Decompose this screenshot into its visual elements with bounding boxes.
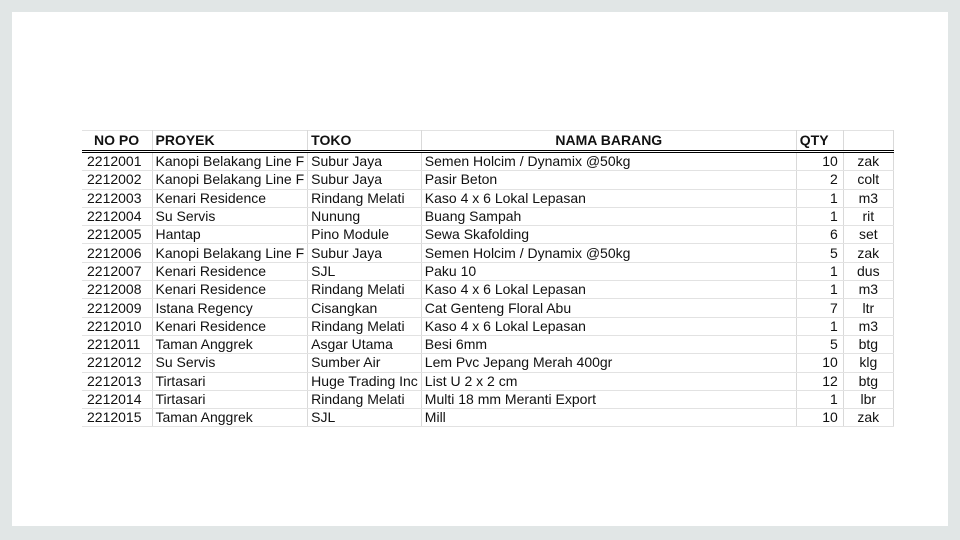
cell-unit: klg bbox=[843, 354, 893, 372]
cell-unit: colt bbox=[843, 171, 893, 189]
cell-unit: set bbox=[843, 226, 893, 244]
cell-nama-barang: Sewa Skafolding bbox=[421, 226, 796, 244]
cell-toko: Rindang Melati bbox=[308, 281, 422, 299]
cell-nama-barang: Pasir Beton bbox=[421, 171, 796, 189]
table-row bbox=[82, 262, 893, 280]
cell-toko: SJL bbox=[308, 262, 422, 280]
table-row bbox=[82, 244, 893, 262]
cell-proyek: Hantap bbox=[152, 226, 308, 244]
cell-no-po: 2212002 bbox=[82, 171, 152, 189]
cell-no-po: 2212013 bbox=[82, 372, 152, 390]
cell-no-po: 2212012 bbox=[82, 354, 152, 372]
cell-proyek: Tirtasari bbox=[152, 390, 308, 408]
cell-proyek: Tirtasari bbox=[152, 372, 308, 390]
cell-unit: lbr bbox=[843, 390, 893, 408]
cell-no-po: 2212004 bbox=[82, 207, 152, 225]
table-row bbox=[82, 189, 893, 207]
cell-no-po: 2212007 bbox=[82, 262, 152, 280]
cell-toko: Pino Module bbox=[308, 226, 422, 244]
cell-toko: Subur Jaya bbox=[308, 171, 422, 189]
table-row bbox=[82, 372, 893, 390]
cell-no-po: 2212001 bbox=[82, 152, 152, 171]
cell-proyek: Kanopi Belakang Line F bbox=[152, 152, 308, 171]
cell-no-po: 2212009 bbox=[82, 299, 152, 317]
cell-nama-barang: Kaso 4 x 6 Lokal Lepasan bbox=[421, 189, 796, 207]
cell-proyek: Su Servis bbox=[152, 207, 308, 225]
cell-nama-barang: Cat Genteng Floral Abu bbox=[421, 299, 796, 317]
cell-nama-barang: List U 2 x 2 cm bbox=[421, 372, 796, 390]
cell-proyek: Kenari Residence bbox=[152, 189, 308, 207]
cell-no-po: 2212008 bbox=[82, 281, 152, 299]
cell-no-po: 2212003 bbox=[82, 189, 152, 207]
cell-proyek: Kenari Residence bbox=[152, 317, 308, 335]
cell-proyek: Kanopi Belakang Line F bbox=[152, 171, 308, 189]
cell-unit: m3 bbox=[843, 189, 893, 207]
cell-toko: Asgar Utama bbox=[308, 335, 422, 353]
cell-qty: 1 bbox=[796, 262, 843, 280]
cell-nama-barang: Paku 10 bbox=[421, 262, 796, 280]
cell-unit: ltr bbox=[843, 299, 893, 317]
cell-toko: Nunung bbox=[308, 207, 422, 225]
cell-qty: 1 bbox=[796, 189, 843, 207]
table-row bbox=[82, 207, 893, 225]
table-row bbox=[82, 226, 893, 244]
table-row bbox=[82, 354, 893, 372]
cell-proyek: Su Servis bbox=[152, 354, 308, 372]
cell-nama-barang: Kaso 4 x 6 Lokal Lepasan bbox=[421, 281, 796, 299]
cell-nama-barang: Besi 6mm bbox=[421, 335, 796, 353]
cell-qty: 1 bbox=[796, 390, 843, 408]
cell-no-po: 2212010 bbox=[82, 317, 152, 335]
cell-toko: Rindang Melati bbox=[308, 390, 422, 408]
cell-toko: Subur Jaya bbox=[308, 244, 422, 262]
header-unit bbox=[843, 131, 893, 152]
cell-nama-barang: Kaso 4 x 6 Lokal Lepasan bbox=[421, 317, 796, 335]
table-body bbox=[82, 152, 893, 427]
cell-unit: btg bbox=[843, 372, 893, 390]
cell-qty: 2 bbox=[796, 171, 843, 189]
table-row bbox=[82, 390, 893, 408]
cell-unit: zak bbox=[843, 152, 893, 171]
cell-nama-barang: Multi 18 mm Meranti Export bbox=[421, 390, 796, 408]
cell-toko: Subur Jaya bbox=[308, 152, 422, 171]
table-row bbox=[82, 171, 893, 189]
cell-toko: Rindang Melati bbox=[308, 317, 422, 335]
cell-toko: Sumber Air bbox=[308, 354, 422, 372]
table-row bbox=[82, 335, 893, 353]
table-row bbox=[82, 152, 893, 171]
cell-unit: dus bbox=[843, 262, 893, 280]
header-qty: QTY bbox=[796, 131, 843, 152]
cell-toko: SJL bbox=[308, 409, 422, 427]
cell-qty: 6 bbox=[796, 226, 843, 244]
header-nama-barang: NAMA BARANG bbox=[421, 131, 796, 152]
cell-qty: 10 bbox=[796, 409, 843, 427]
table-row bbox=[82, 281, 893, 299]
table-row bbox=[82, 317, 893, 335]
cell-qty: 10 bbox=[796, 152, 843, 171]
cell-proyek: Taman Anggrek bbox=[152, 409, 308, 427]
cell-toko: Huge Trading Inc bbox=[308, 372, 422, 390]
cell-nama-barang: Buang Sampah bbox=[421, 207, 796, 225]
purchase-order-table bbox=[82, 130, 894, 427]
cell-proyek: Kenari Residence bbox=[152, 281, 308, 299]
cell-proyek: Taman Anggrek bbox=[152, 335, 308, 353]
cell-nama-barang: Lem Pvc Jepang Merah 400gr bbox=[421, 354, 796, 372]
header-row bbox=[82, 131, 893, 152]
header-toko: TOKO bbox=[308, 131, 422, 152]
cell-unit: m3 bbox=[843, 281, 893, 299]
header-no-po: NO PO bbox=[82, 131, 152, 152]
cell-no-po: 2212015 bbox=[82, 409, 152, 427]
cell-qty: 1 bbox=[796, 207, 843, 225]
cell-qty: 7 bbox=[796, 299, 843, 317]
cell-toko: Rindang Melati bbox=[308, 189, 422, 207]
header-proyek: PROYEK bbox=[152, 131, 308, 152]
cell-proyek: Istana Regency bbox=[152, 299, 308, 317]
cell-qty: 1 bbox=[796, 317, 843, 335]
cell-nama-barang: Semen Holcim / Dynamix @50kg bbox=[421, 152, 796, 171]
cell-no-po: 2212014 bbox=[82, 390, 152, 408]
cell-unit: zak bbox=[843, 409, 893, 427]
cell-proyek: Kanopi Belakang Line F bbox=[152, 244, 308, 262]
table-row bbox=[82, 299, 893, 317]
cell-qty: 12 bbox=[796, 372, 843, 390]
table-row bbox=[82, 409, 893, 427]
cell-no-po: 2212011 bbox=[82, 335, 152, 353]
cell-nama-barang: Mill bbox=[421, 409, 796, 427]
cell-proyek: Kenari Residence bbox=[152, 262, 308, 280]
cell-qty: 10 bbox=[796, 354, 843, 372]
cell-toko: Cisangkan bbox=[308, 299, 422, 317]
cell-qty: 5 bbox=[796, 335, 843, 353]
cell-qty: 5 bbox=[796, 244, 843, 262]
cell-unit: m3 bbox=[843, 317, 893, 335]
cell-unit: btg bbox=[843, 335, 893, 353]
cell-no-po: 2212005 bbox=[82, 226, 152, 244]
cell-no-po: 2212006 bbox=[82, 244, 152, 262]
cell-nama-barang: Semen Holcim / Dynamix @50kg bbox=[421, 244, 796, 262]
cell-unit: rit bbox=[843, 207, 893, 225]
cell-unit: zak bbox=[843, 244, 893, 262]
cell-qty: 1 bbox=[796, 281, 843, 299]
